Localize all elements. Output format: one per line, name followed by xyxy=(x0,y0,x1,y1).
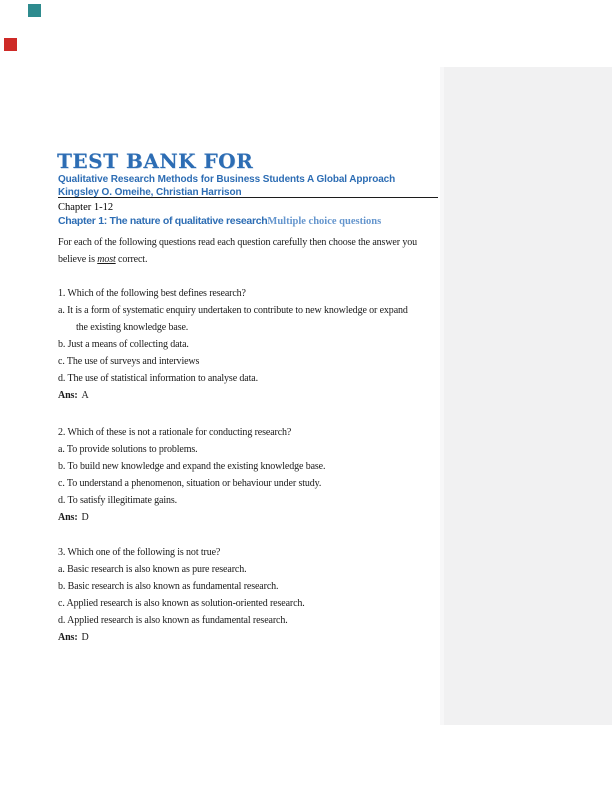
option-line: d. To satisfy illegitimate gains. xyxy=(58,495,178,506)
intro-line2-prefix: believe is xyxy=(58,254,98,265)
answer-label: Ans: xyxy=(58,390,78,401)
intro-paragraph xyxy=(58,234,417,268)
chapter-heading-suffix: Multiple choice questions xyxy=(267,216,382,227)
teal-corner-square xyxy=(28,4,41,17)
option-line: d. Applied research is also known as fundamental research. xyxy=(58,615,288,626)
chapter-heading xyxy=(58,214,381,229)
option-line: b. Just a means of collecting data. xyxy=(58,339,189,350)
option-line: a. It is a form of systematic enquiry undertaken to contribute to new knowledge or expand xyxy=(58,305,408,316)
answer-line xyxy=(58,629,305,646)
brand-title: TEST BANK FOR xyxy=(57,149,254,173)
question-block xyxy=(58,424,325,526)
gray-side-panel xyxy=(440,67,612,725)
answer-value: D xyxy=(81,632,89,643)
option-line: b. Basic research is also known as fundamental research. xyxy=(58,581,279,592)
red-corner-square xyxy=(4,38,17,51)
question-block xyxy=(58,544,305,646)
answer-line xyxy=(58,509,325,526)
option-line: d. The use of statistical information to analyse data. xyxy=(58,373,258,384)
intro-emphasis: most xyxy=(97,254,116,265)
question-prompt: 1. Which of the following best defines research? xyxy=(58,288,246,299)
answer-line xyxy=(58,387,408,404)
intro-line2-suffix: correct. xyxy=(115,254,148,265)
option-line: c. The use of surveys and interviews xyxy=(58,356,200,367)
option-line: c. Applied research is also known as solution-oriented research. xyxy=(58,598,305,609)
question-prompt: 2. Which of these is not a rationale for conducting research? xyxy=(58,427,292,438)
book-authors: Kingsley O. Omeihe, Christian Harrison xyxy=(58,187,242,198)
option-line: a. To provide solutions to problems. xyxy=(58,444,198,455)
answer-label: Ans: xyxy=(58,632,78,643)
option-line: b. To build new knowledge and expand the existing knowledge base. xyxy=(58,461,326,472)
answer-label: Ans: xyxy=(58,512,78,523)
divider-rule xyxy=(58,197,438,198)
option-line: the existing knowledge base. xyxy=(76,322,189,333)
question-block xyxy=(58,285,408,404)
answer-value: D xyxy=(81,512,89,523)
intro-line: For each of the following questions read each question carefully then choose the answer you xyxy=(58,237,417,248)
answer-value: A xyxy=(81,390,89,401)
intro-line xyxy=(58,251,417,268)
chapter-heading-main: Chapter 1: The nature of qualitative research xyxy=(58,215,268,227)
option-line: c. To understand a phenomenon, situation or behaviour under study. xyxy=(58,478,322,489)
question-prompt: 3. Which one of the following is not true? xyxy=(58,547,221,558)
chapter-range: Chapter 1-12 xyxy=(58,202,114,213)
option-line: a. Basic research is also known as pure research. xyxy=(58,564,247,575)
book-title: Qualitative Research Methods for Business Students A Global Approach xyxy=(58,174,396,185)
